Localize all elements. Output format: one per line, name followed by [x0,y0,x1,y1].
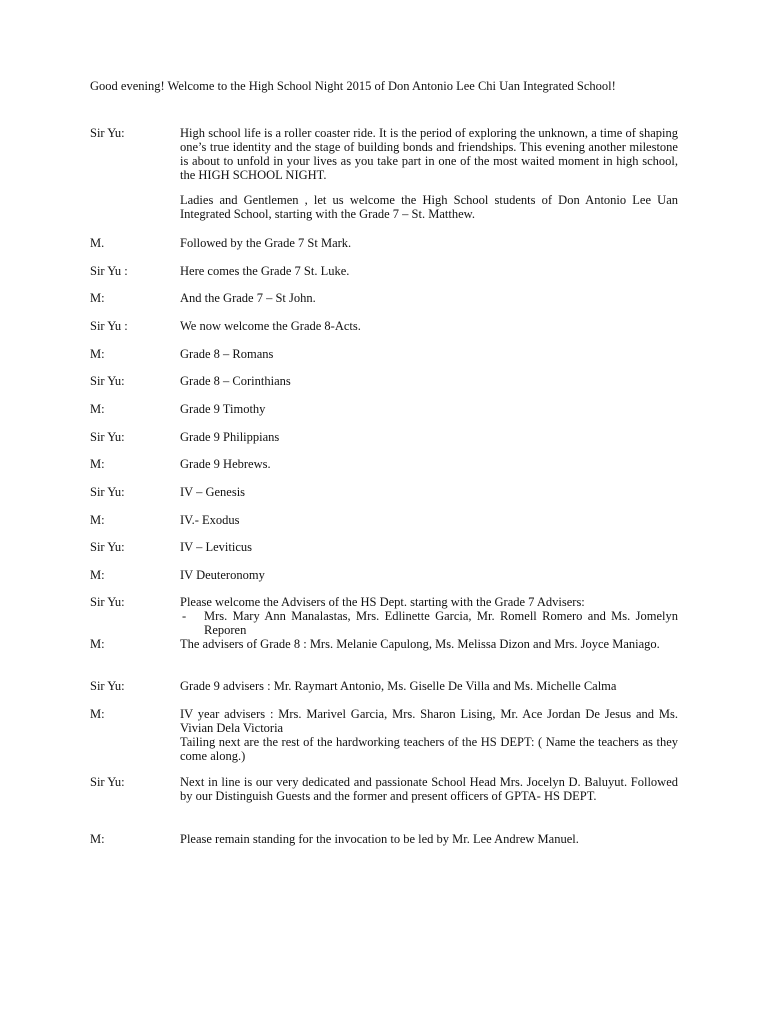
entry-text: Grade 9 advisers : Mr. Raymart Antonio, Ms. Giselle De Villa and Ms. Michelle Calma [180,679,617,693]
entry-content [180,595,678,637]
grade7-advisers: Mrs. Mary Ann Manalastas, Mrs. Edlinette Garcia, Mr. Romell Romero and Ms. Jomelyn Reporen [204,609,678,637]
speaker-label: Sir Yu : [90,264,128,278]
entry-text: Grade 9 Timothy [180,402,266,416]
entry-text: Followed by the Grade 7 St Mark. [180,236,352,250]
entry-text: And the Grade 7 – St John. [180,291,316,305]
entry-text: IV.- Exodus [180,513,240,527]
speaker-label: Sir Yu: [90,679,125,693]
speaker-label: M: [90,347,105,361]
speaker-label: M: [90,291,105,305]
opening-paragraph: High school life is a roller coaster ride. It is the period of exploring the unknown, a time of shaping one’s true identity and the stage of building bonds and friendships. This evening another milestone is about to unfold in your lives as you take part in one of the most waited moment in high school, the HIGH SCHOOL NIGHT. [180,126,678,182]
entry-text: Please remain standing for the invocation to be led by Mr. Lee Andrew Manuel. [180,832,579,846]
speaker-label: M: [90,402,105,416]
bullet-item [180,609,678,637]
welcome-heading: Good evening! Welcome to the High School Night 2015 of Don Antonio Lee Chi Uan Integrated School! [90,79,616,93]
speaker-label: Sir Yu: [90,430,125,444]
speaker-label: Sir Yu : [90,319,128,333]
entry-text: IV – Leviticus [180,540,252,554]
entry-text-continued: Tailing next are the rest of the hardworking teachers of the HS DEPT: ( Name the teachers as they come along.) [180,735,678,763]
entry-text: Here comes the Grade 7 St. Luke. [180,264,350,278]
entry-text: Grade 8 – Romans [180,347,274,361]
entry-text: Next in line is our very dedicated and passionate School Head Mrs. Jocelyn D. Baluyut. Followed by our Distinguish Guests and the former and present officers of GPTA- HS DEPT. [180,775,678,803]
entry-text: Please welcome the Advisers of the HS Dept. starting with the Grade 7 Advisers: [180,595,585,609]
speaker-label: M: [90,832,105,846]
entry-text: The advisers of Grade 8 : Mrs. Melanie Capulong, Ms. Melissa Dizon and Mrs. Joyce Maniago. [180,637,660,651]
speaker-label: M: [90,707,105,721]
welcome-paragraph: Ladies and Gentlemen , let us welcome the High School students of Don Antonio Lee Uan Integrated School, starting with the Grade 7 – St. Matthew. [180,193,678,221]
speaker-label: Sir Yu: [90,374,125,388]
speaker-label: Sir Yu: [90,775,125,789]
entry-content [180,707,678,763]
speaker-label: Sir Yu: [90,595,125,609]
entry-content [180,126,678,221]
speaker-label: M: [90,568,105,582]
entry-text: IV – Genesis [180,485,246,499]
speaker-label: Sir Yu: [90,126,125,140]
speaker-label: Sir Yu: [90,485,125,499]
entry-text: Grade 9 Hebrews. [180,457,271,471]
speaker-label: Sir Yu: [90,540,125,554]
bullet-dash: - [182,609,187,623]
speaker-label: M: [90,513,105,527]
speaker-label: M: [90,457,105,471]
speaker-label: M: [90,637,105,651]
entry-text: Grade 8 – Corinthians [180,374,291,388]
entry-text: Grade 9 Philippians [180,430,280,444]
entry-text: We now welcome the Grade 8-Acts. [180,319,361,333]
entry-text: IV year advisers : Mrs. Marivel Garcia, Mrs. Sharon Lising, Mr. Ace Jordan De Jesus and Ms. Vivian Dela Victoria [180,707,678,735]
entry-text: IV Deuteronomy [180,568,265,582]
speaker-label: M. [90,236,105,250]
